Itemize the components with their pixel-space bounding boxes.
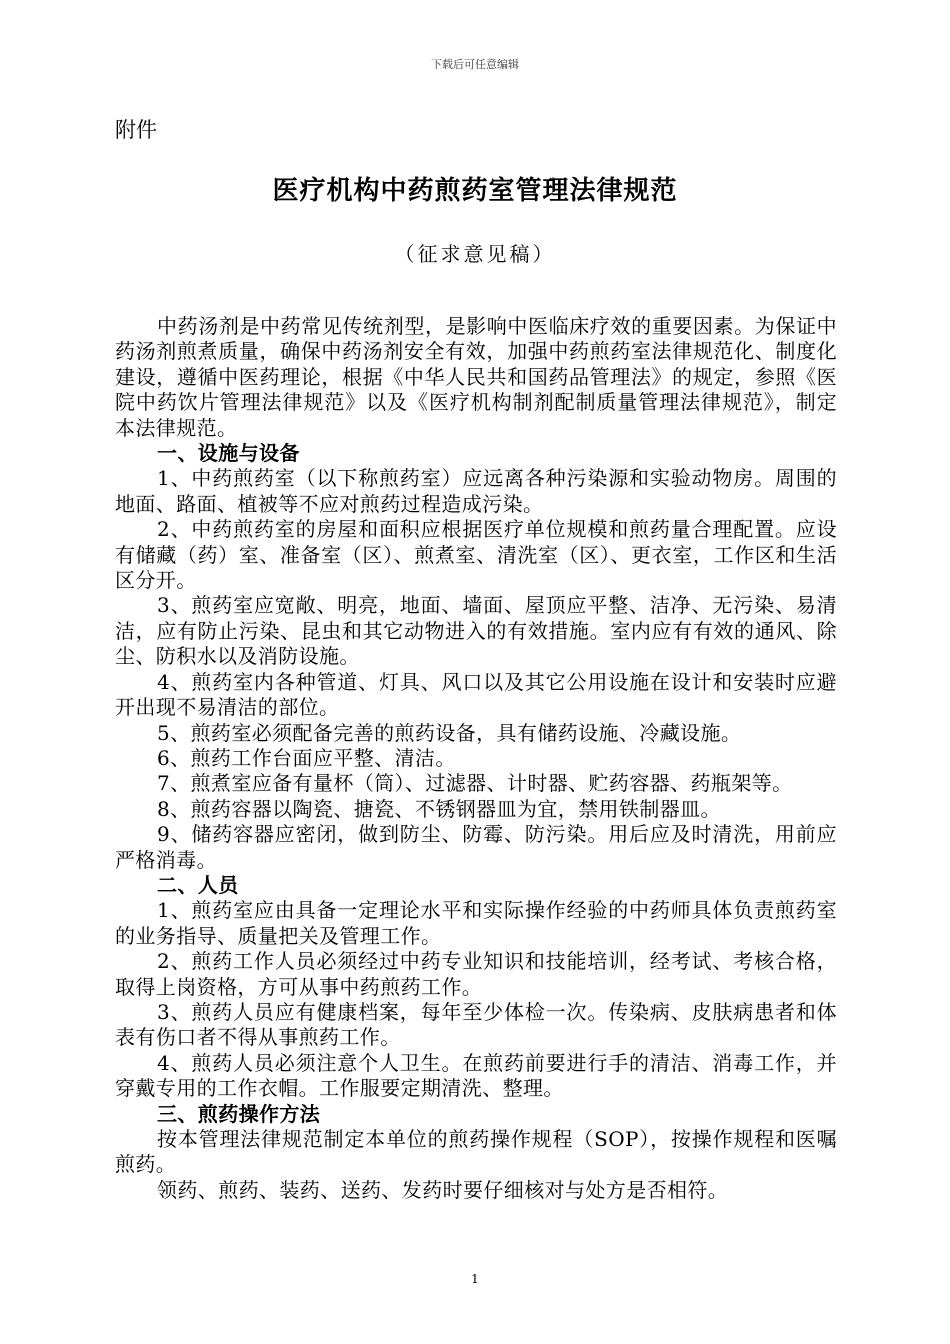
paragraph: 7、煎煮室应备有量杯（筒）、过滤器、计时器、贮药容器、药瓶架等。	[157, 771, 793, 796]
document-subtitle: （征求意见稿）	[394, 242, 556, 266]
section-heading-personnel: 二、人员	[157, 872, 239, 897]
document-body	[115, 314, 837, 1203]
paragraph: 1、中药煎药室（以下称煎药室）应远离各种污染源和实验动物房。周围的地面、路面、植被等不应对煎药过程造成污染。	[115, 466, 837, 516]
section-heading-operation: 三、煎药操作方法	[157, 1101, 321, 1126]
paragraph: 2、中药煎药室的房屋和面积应根据医疗单位规模和煎药量合理配置。应设有储藏（药）室、准备室（区）、煎煮室、清洗室（区）、更衣室，工作区和生活区分开。	[115, 517, 837, 593]
paragraph: 8、煎药容器以陶瓷、搪瓷、不锈钢器皿为宜，禁用铁制器皿。	[157, 796, 721, 821]
paragraph: 9、储药容器应密闭，做到防尘、防霉、防污染。用后应及时清洗，用前应严格消毒。	[115, 822, 837, 872]
document-title: 医疗机构中药煎药室管理法律规范	[272, 176, 678, 206]
header-note: 下载后可任意编辑	[431, 58, 519, 71]
section-heading-facilities: 一、设施与设备	[157, 441, 300, 466]
attachment-label: 附件	[115, 118, 157, 142]
paragraph: 6、煎药工作台面应平整、清洁。	[157, 745, 456, 770]
page-number: 1	[471, 1272, 479, 1286]
paragraph: 4、煎药室内各种管道、灯具、风口以及其它公用设施在设计和安装时应避开出现不易清洁的部位。	[115, 669, 837, 720]
paragraph: 3、煎药室应宽敞、明亮，地面、墙面、屋顶应平整、洁净、无污染、易清洁，应有防止污染、昆虫和其它动物进入的有效措施。室内应有有效的通风、除尘、防积水以及消防设施。	[115, 593, 837, 669]
paragraph: 4、煎药人员必须注意个人卫生。在煎药前要进行手的清洁、消毒工作，并穿戴专用的工作衣帽。工作服要定期清洗、整理。	[115, 1050, 837, 1101]
paragraph: 1、煎药室应由具备一定理论水平和实际操作经验的中药师具体负责煎药室的业务指导、质量把关及管理工作。	[115, 898, 837, 948]
paragraph: 按本管理法律规范制定本单位的煎药操作规程（SOP），按操作规程和医嘱煎药。	[115, 1127, 837, 1177]
intro-paragraph: 中药汤剂是中药常见传统剂型，是影响中医临床疗效的重要因素。为保证中药汤剂煎煮质量，确保中药汤剂安全有效，加强中药煎药室法律规范化、制度化建设，遵循中医药理论，根据《中华人民共和国药品管理法》的规定，参照《医院中药饮片管理法律规范》以及《医疗机构制剂配制质量管理法律规范》，制定本法律规范。	[115, 314, 837, 440]
paragraph: 5、煎药室必须配备完善的煎药设备，具有储药设施、冷藏设施。	[157, 720, 742, 745]
paragraph: 领药、煎药、装药、送药、发药时要仔细核对与处方是否相符。	[157, 1177, 729, 1202]
paragraph: 2、煎药工作人员必须经过中药专业知识和技能培训，经考试、考核合格，取得上岗资格，方可从事中药煎药工作。	[115, 949, 837, 999]
paragraph: 3、煎药人员应有健康档案，每年至少体检一次。传染病、皮肤病患者和体表有伤口者不得从事煎药工作。	[115, 999, 837, 1050]
